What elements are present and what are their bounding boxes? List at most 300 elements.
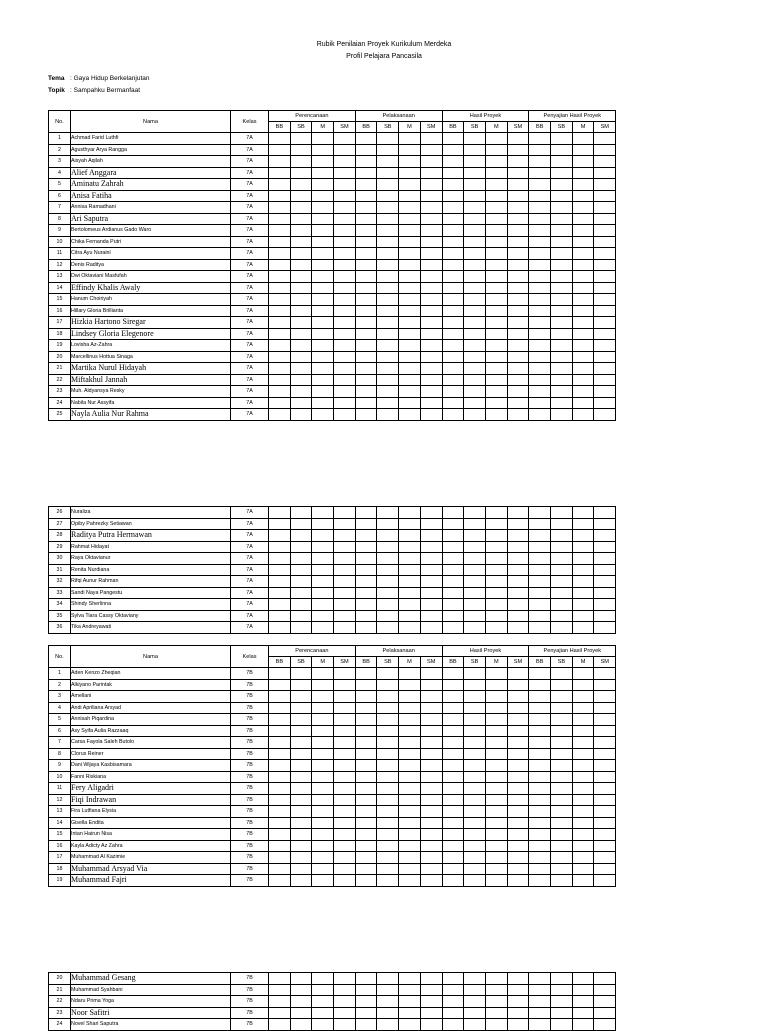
score-cell[interactable] <box>290 156 312 168</box>
score-cell[interactable] <box>399 202 421 214</box>
score-cell[interactable] <box>442 587 464 599</box>
score-cell[interactable] <box>529 576 551 588</box>
score-cell[interactable] <box>507 259 529 271</box>
score-cell[interactable] <box>290 852 312 864</box>
score-cell[interactable] <box>594 397 616 409</box>
score-cell[interactable] <box>529 587 551 599</box>
score-cell[interactable] <box>312 714 334 726</box>
score-cell[interactable] <box>507 236 529 248</box>
score-cell[interactable] <box>551 840 573 852</box>
score-cell[interactable] <box>572 794 594 806</box>
score-cell[interactable] <box>464 806 486 818</box>
score-cell[interactable] <box>312 817 334 829</box>
score-cell[interactable] <box>355 610 377 622</box>
score-cell[interactable] <box>594 564 616 576</box>
score-cell[interactable] <box>485 840 507 852</box>
score-cell[interactable] <box>507 725 529 737</box>
score-cell[interactable] <box>269 564 291 576</box>
score-cell[interactable] <box>377 340 399 352</box>
score-cell[interactable] <box>355 599 377 611</box>
score-cell[interactable] <box>464 852 486 864</box>
score-cell[interactable] <box>572 397 594 409</box>
score-cell[interactable] <box>529 225 551 237</box>
score-cell[interactable] <box>399 248 421 260</box>
score-cell[interactable] <box>442 167 464 179</box>
score-cell[interactable] <box>399 271 421 283</box>
score-cell[interactable] <box>529 507 551 519</box>
score-cell[interactable] <box>334 783 356 795</box>
score-cell[interactable] <box>355 771 377 783</box>
score-cell[interactable] <box>594 984 616 996</box>
score-cell[interactable] <box>290 530 312 542</box>
score-cell[interactable] <box>464 973 486 985</box>
score-cell[interactable] <box>551 144 573 156</box>
score-cell[interactable] <box>507 133 529 145</box>
score-cell[interactable] <box>269 259 291 271</box>
score-cell[interactable] <box>420 294 442 306</box>
score-cell[interactable] <box>485 852 507 864</box>
score-cell[interactable] <box>269 1007 291 1019</box>
score-cell[interactable] <box>485 225 507 237</box>
score-cell[interactable] <box>290 737 312 749</box>
score-cell[interactable] <box>420 852 442 864</box>
score-cell[interactable] <box>290 374 312 386</box>
score-cell[interactable] <box>594 840 616 852</box>
score-cell[interactable] <box>529 748 551 760</box>
score-cell[interactable] <box>594 783 616 795</box>
score-cell[interactable] <box>594 271 616 283</box>
score-cell[interactable] <box>399 397 421 409</box>
score-cell[interactable] <box>355 996 377 1008</box>
score-cell[interactable] <box>377 363 399 375</box>
score-cell[interactable] <box>572 340 594 352</box>
score-cell[interactable] <box>355 863 377 875</box>
score-cell[interactable] <box>269 409 291 421</box>
score-cell[interactable] <box>399 213 421 225</box>
score-cell[interactable] <box>269 213 291 225</box>
score-cell[interactable] <box>290 363 312 375</box>
score-cell[interactable] <box>290 294 312 306</box>
score-cell[interactable] <box>377 190 399 202</box>
score-cell[interactable] <box>420 317 442 329</box>
score-cell[interactable] <box>529 167 551 179</box>
score-cell[interactable] <box>594 1007 616 1019</box>
score-cell[interactable] <box>269 996 291 1008</box>
score-cell[interactable] <box>507 1007 529 1019</box>
score-cell[interactable] <box>594 317 616 329</box>
score-cell[interactable] <box>355 363 377 375</box>
score-cell[interactable] <box>464 374 486 386</box>
score-cell[interactable] <box>290 748 312 760</box>
score-cell[interactable] <box>572 518 594 530</box>
score-cell[interactable] <box>334 317 356 329</box>
score-cell[interactable] <box>290 202 312 214</box>
score-cell[interactable] <box>464 829 486 841</box>
score-cell[interactable] <box>507 409 529 421</box>
score-cell[interactable] <box>551 225 573 237</box>
score-cell[interactable] <box>269 610 291 622</box>
score-cell[interactable] <box>290 875 312 887</box>
score-cell[interactable] <box>334 294 356 306</box>
score-cell[interactable] <box>269 587 291 599</box>
score-cell[interactable] <box>572 248 594 260</box>
score-cell[interactable] <box>290 863 312 875</box>
score-cell[interactable] <box>529 259 551 271</box>
score-cell[interactable] <box>420 179 442 191</box>
score-cell[interactable] <box>529 1019 551 1031</box>
score-cell[interactable] <box>442 702 464 714</box>
score-cell[interactable] <box>529 213 551 225</box>
score-cell[interactable] <box>290 167 312 179</box>
score-cell[interactable] <box>290 518 312 530</box>
score-cell[interactable] <box>464 363 486 375</box>
score-cell[interactable] <box>355 679 377 691</box>
score-cell[interactable] <box>442 622 464 634</box>
score-cell[interactable] <box>551 190 573 202</box>
score-cell[interactable] <box>377 328 399 340</box>
score-cell[interactable] <box>529 817 551 829</box>
score-cell[interactable] <box>269 553 291 565</box>
score-cell[interactable] <box>355 852 377 864</box>
score-cell[interactable] <box>377 530 399 542</box>
score-cell[interactable] <box>485 691 507 703</box>
score-cell[interactable] <box>442 144 464 156</box>
score-cell[interactable] <box>550 576 572 588</box>
score-cell[interactable] <box>312 702 334 714</box>
score-cell[interactable] <box>507 714 529 726</box>
score-cell[interactable] <box>551 829 573 841</box>
score-cell[interactable] <box>312 691 334 703</box>
score-cell[interactable] <box>355 167 377 179</box>
score-cell[interactable] <box>464 340 486 352</box>
score-cell[interactable] <box>399 259 421 271</box>
score-cell[interactable] <box>507 863 529 875</box>
score-cell[interactable] <box>269 294 291 306</box>
score-cell[interactable] <box>290 564 312 576</box>
score-cell[interactable] <box>485 587 507 599</box>
score-cell[interactable] <box>550 507 572 519</box>
score-cell[interactable] <box>594 340 616 352</box>
score-cell[interactable] <box>399 225 421 237</box>
score-cell[interactable] <box>485 771 507 783</box>
score-cell[interactable] <box>485 259 507 271</box>
score-cell[interactable] <box>529 179 551 191</box>
score-cell[interactable] <box>485 748 507 760</box>
score-cell[interactable] <box>312 507 334 519</box>
score-cell[interactable] <box>572 760 594 772</box>
score-cell[interactable] <box>550 610 572 622</box>
score-cell[interactable] <box>507 190 529 202</box>
score-cell[interactable] <box>355 576 377 588</box>
score-cell[interactable] <box>377 518 399 530</box>
score-cell[interactable] <box>312 829 334 841</box>
score-cell[interactable] <box>334 668 356 680</box>
score-cell[interactable] <box>529 144 551 156</box>
score-cell[interactable] <box>355 317 377 329</box>
score-cell[interactable] <box>572 409 594 421</box>
score-cell[interactable] <box>420 386 442 398</box>
score-cell[interactable] <box>355 507 377 519</box>
score-cell[interactable] <box>594 225 616 237</box>
score-cell[interactable] <box>377 714 399 726</box>
score-cell[interactable] <box>355 829 377 841</box>
score-cell[interactable] <box>485 213 507 225</box>
score-cell[interactable] <box>594 829 616 841</box>
score-cell[interactable] <box>572 725 594 737</box>
score-cell[interactable] <box>355 564 377 576</box>
score-cell[interactable] <box>594 133 616 145</box>
score-cell[interactable] <box>312 144 334 156</box>
score-cell[interactable] <box>312 190 334 202</box>
score-cell[interactable] <box>399 760 421 772</box>
score-cell[interactable] <box>420 133 442 145</box>
score-cell[interactable] <box>269 806 291 818</box>
score-cell[interactable] <box>442 213 464 225</box>
score-cell[interactable] <box>377 351 399 363</box>
score-cell[interactable] <box>355 236 377 248</box>
score-cell[interactable] <box>442 737 464 749</box>
score-cell[interactable] <box>464 409 486 421</box>
score-cell[interactable] <box>290 282 312 294</box>
score-cell[interactable] <box>269 133 291 145</box>
score-cell[interactable] <box>442 179 464 191</box>
score-cell[interactable] <box>420 156 442 168</box>
score-cell[interactable] <box>594 386 616 398</box>
score-cell[interactable] <box>442 840 464 852</box>
score-cell[interactable] <box>312 553 334 565</box>
score-cell[interactable] <box>485 156 507 168</box>
score-cell[interactable] <box>550 1007 572 1019</box>
score-cell[interactable] <box>334 282 356 294</box>
score-cell[interactable] <box>594 409 616 421</box>
score-cell[interactable] <box>334 760 356 772</box>
score-cell[interactable] <box>442 714 464 726</box>
score-cell[interactable] <box>399 133 421 145</box>
score-cell[interactable] <box>551 374 573 386</box>
score-cell[interactable] <box>507 622 529 634</box>
score-cell[interactable] <box>399 622 421 634</box>
score-cell[interactable] <box>355 840 377 852</box>
score-cell[interactable] <box>399 576 421 588</box>
score-cell[interactable] <box>420 340 442 352</box>
score-cell[interactable] <box>485 144 507 156</box>
score-cell[interactable] <box>529 806 551 818</box>
score-cell[interactable] <box>377 984 399 996</box>
score-cell[interactable] <box>464 668 486 680</box>
score-cell[interactable] <box>442 236 464 248</box>
score-cell[interactable] <box>312 179 334 191</box>
score-cell[interactable] <box>551 363 573 375</box>
score-cell[interactable] <box>334 794 356 806</box>
score-cell[interactable] <box>485 397 507 409</box>
score-cell[interactable] <box>507 294 529 306</box>
score-cell[interactable] <box>312 1007 334 1019</box>
score-cell[interactable] <box>312 363 334 375</box>
score-cell[interactable] <box>377 541 399 553</box>
score-cell[interactable] <box>399 691 421 703</box>
score-cell[interactable] <box>485 363 507 375</box>
score-cell[interactable] <box>507 691 529 703</box>
score-cell[interactable] <box>529 351 551 363</box>
score-cell[interactable] <box>334 202 356 214</box>
score-cell[interactable] <box>377 133 399 145</box>
score-cell[interactable] <box>399 386 421 398</box>
score-cell[interactable] <box>355 133 377 145</box>
score-cell[interactable] <box>572 691 594 703</box>
score-cell[interactable] <box>529 622 551 634</box>
score-cell[interactable] <box>290 760 312 772</box>
score-cell[interactable] <box>290 409 312 421</box>
score-cell[interactable] <box>290 806 312 818</box>
score-cell[interactable] <box>485 829 507 841</box>
score-cell[interactable] <box>334 806 356 818</box>
score-cell[interactable] <box>551 806 573 818</box>
score-cell[interactable] <box>464 996 486 1008</box>
score-cell[interactable] <box>464 156 486 168</box>
score-cell[interactable] <box>290 817 312 829</box>
score-cell[interactable] <box>442 363 464 375</box>
score-cell[interactable] <box>399 587 421 599</box>
score-cell[interactable] <box>464 622 486 634</box>
score-cell[interactable] <box>529 305 551 317</box>
score-cell[interactable] <box>312 863 334 875</box>
score-cell[interactable] <box>551 271 573 283</box>
score-cell[interactable] <box>290 668 312 680</box>
score-cell[interactable] <box>529 328 551 340</box>
score-cell[interactable] <box>485 996 507 1008</box>
score-cell[interactable] <box>377 374 399 386</box>
score-cell[interactable] <box>464 259 486 271</box>
score-cell[interactable] <box>290 225 312 237</box>
score-cell[interactable] <box>529 248 551 260</box>
score-cell[interactable] <box>334 248 356 260</box>
score-cell[interactable] <box>377 852 399 864</box>
score-cell[interactable] <box>290 351 312 363</box>
score-cell[interactable] <box>572 271 594 283</box>
score-cell[interactable] <box>290 133 312 145</box>
score-cell[interactable] <box>290 553 312 565</box>
score-cell[interactable] <box>594 863 616 875</box>
score-cell[interactable] <box>355 259 377 271</box>
score-cell[interactable] <box>399 794 421 806</box>
score-cell[interactable] <box>529 397 551 409</box>
score-cell[interactable] <box>377 409 399 421</box>
score-cell[interactable] <box>377 691 399 703</box>
score-cell[interactable] <box>420 984 442 996</box>
score-cell[interactable] <box>420 748 442 760</box>
score-cell[interactable] <box>312 340 334 352</box>
score-cell[interactable] <box>269 236 291 248</box>
score-cell[interactable] <box>312 875 334 887</box>
score-cell[interactable] <box>464 248 486 260</box>
score-cell[interactable] <box>269 771 291 783</box>
score-cell[interactable] <box>594 668 616 680</box>
score-cell[interactable] <box>355 202 377 214</box>
score-cell[interactable] <box>529 363 551 375</box>
score-cell[interactable] <box>551 294 573 306</box>
score-cell[interactable] <box>420 202 442 214</box>
score-cell[interactable] <box>485 599 507 611</box>
score-cell[interactable] <box>507 328 529 340</box>
score-cell[interactable] <box>572 133 594 145</box>
score-cell[interactable] <box>507 179 529 191</box>
score-cell[interactable] <box>572 553 594 565</box>
score-cell[interactable] <box>572 213 594 225</box>
score-cell[interactable] <box>420 996 442 1008</box>
score-cell[interactable] <box>312 679 334 691</box>
score-cell[interactable] <box>355 984 377 996</box>
score-cell[interactable] <box>312 409 334 421</box>
score-cell[interactable] <box>334 748 356 760</box>
score-cell[interactable] <box>594 363 616 375</box>
score-cell[interactable] <box>377 202 399 214</box>
score-cell[interactable] <box>485 133 507 145</box>
score-cell[interactable] <box>529 317 551 329</box>
score-cell[interactable] <box>399 679 421 691</box>
score-cell[interactable] <box>594 248 616 260</box>
score-cell[interactable] <box>269 156 291 168</box>
score-cell[interactable] <box>334 771 356 783</box>
score-cell[interactable] <box>312 973 334 985</box>
score-cell[interactable] <box>529 668 551 680</box>
score-cell[interactable] <box>269 144 291 156</box>
score-cell[interactable] <box>507 553 529 565</box>
score-cell[interactable] <box>334 305 356 317</box>
score-cell[interactable] <box>529 190 551 202</box>
score-cell[interactable] <box>420 783 442 795</box>
score-cell[interactable] <box>485 984 507 996</box>
score-cell[interactable] <box>399 996 421 1008</box>
score-cell[interactable] <box>442 996 464 1008</box>
score-cell[interactable] <box>312 806 334 818</box>
score-cell[interactable] <box>334 610 356 622</box>
score-cell[interactable] <box>312 305 334 317</box>
score-cell[interactable] <box>485 973 507 985</box>
score-cell[interactable] <box>485 305 507 317</box>
score-cell[interactable] <box>594 351 616 363</box>
score-cell[interactable] <box>485 530 507 542</box>
score-cell[interactable] <box>572 282 594 294</box>
score-cell[interactable] <box>355 248 377 260</box>
score-cell[interactable] <box>377 760 399 772</box>
score-cell[interactable] <box>399 409 421 421</box>
score-cell[interactable] <box>572 374 594 386</box>
score-cell[interactable] <box>485 610 507 622</box>
score-cell[interactable] <box>355 817 377 829</box>
score-cell[interactable] <box>312 794 334 806</box>
score-cell[interactable] <box>399 167 421 179</box>
score-cell[interactable] <box>377 599 399 611</box>
score-cell[interactable] <box>355 271 377 283</box>
score-cell[interactable] <box>464 518 486 530</box>
score-cell[interactable] <box>594 725 616 737</box>
score-cell[interactable] <box>572 202 594 214</box>
score-cell[interactable] <box>529 973 551 985</box>
score-cell[interactable] <box>529 863 551 875</box>
score-cell[interactable] <box>290 1019 312 1031</box>
score-cell[interactable] <box>442 340 464 352</box>
score-cell[interactable] <box>507 507 529 519</box>
score-cell[interactable] <box>442 248 464 260</box>
score-cell[interactable] <box>269 875 291 887</box>
score-cell[interactable] <box>312 518 334 530</box>
score-cell[interactable] <box>420 248 442 260</box>
score-cell[interactable] <box>551 679 573 691</box>
score-cell[interactable] <box>507 783 529 795</box>
score-cell[interactable] <box>551 725 573 737</box>
score-cell[interactable] <box>464 587 486 599</box>
score-cell[interactable] <box>507 518 529 530</box>
